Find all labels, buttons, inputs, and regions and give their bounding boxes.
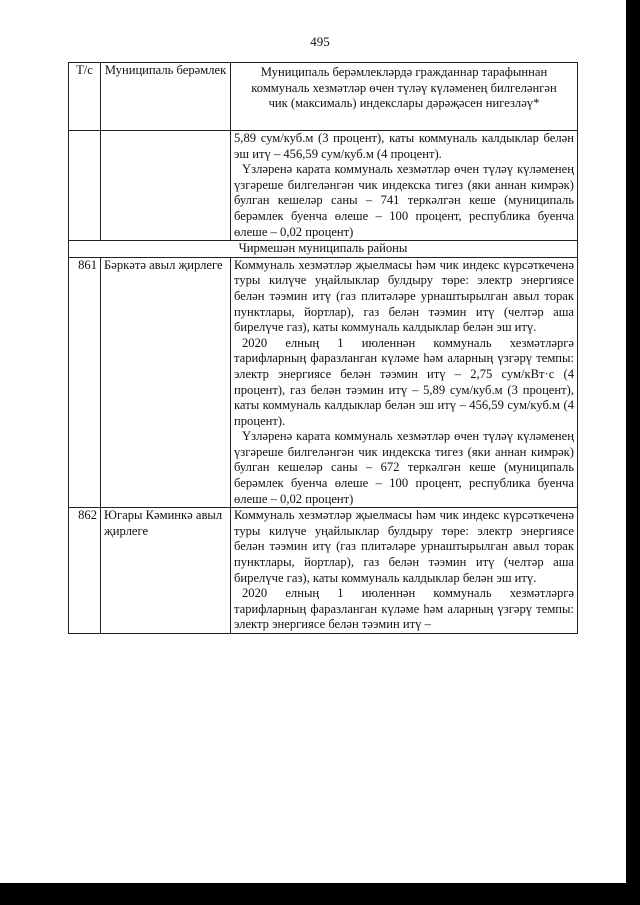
- header-municipality: Муниципаль берәмлек: [101, 63, 231, 131]
- continuation-number-cell: [69, 131, 101, 241]
- scan-edge-right: [626, 0, 640, 905]
- header-justification: Муниципаль берәмлекләрдә гражданнар тарафыннан коммуналь хезмәтләр өчен түләү күләменең билгеләнгән чик (максималь) индекслары дәрәҗәсен нигезләү*: [231, 63, 578, 131]
- row-paragraph: 2020 елның 1 июленнән коммуналь хезмәтләргә тарифларның фаразланган күләме һәм аларның үзгәрү темпы: электр энергиясе белән тәэмин итү – 2,75 сум/кВт·с (4 процент), газ белән тәэмин итү – 5,89 сум/куб.м (3 процент), каты коммуналь калдыклар белән эш итү – 456,59 сум/куб.м (4 процент).: [234, 335, 574, 428]
- continuation-paragraph: 5,89 сум/куб.м (3 процент), каты коммуналь калдыклар белән эш итү – 456,59 сум/куб.м (4 процент).: [234, 131, 574, 161]
- scan-edge-bottom: [0, 883, 640, 905]
- header-number: Т/с: [69, 63, 101, 131]
- section-title: Чирмешән муниципаль районы: [69, 241, 578, 258]
- continuation-paragraph: Үзләренә карата коммуналь хезмәтләр өчен түләү күләменең үзгәреше билгеләнгән чик индекска тигез (яки аннан кимрәк) булган кешеләр саны – 741 теркәлгән кеше (муниципаль берәмлек буенча өлеше – 100 процент, республика буенча өлеше – 0,02 процент): [234, 162, 574, 239]
- page-number: 495: [310, 34, 330, 49]
- section-row: [69, 241, 578, 258]
- continuation-text-cell: [231, 131, 578, 241]
- row-paragraph: Үзләренә карата коммуналь хезмәтләр өчен түләү күләменең үзгәреше билгеләнгән чик индекска тигез (яки аннан кимрәк) булган кешеләр саны – 672 теркәлгән кеше (муниципаль берәмлек буенча өлеше – 100 процент, республика буенча өлеше – 0,02 процент): [234, 429, 574, 506]
- row-paragraph: Коммуналь хезмәтләр җыелмасы һәм чик индекс күрсәткеченә туры килүче уңайлыклар булдыру төре: электр энергиясе белән тәэмин итү (газ плитәләре урнаштырылган авыл торак пунктлары, йортлар), газ белән тәэмин итү (челтәр аша бирелүче газ), каты коммуналь калдыклар белән эш итү.: [234, 508, 574, 585]
- row-paragraph: Коммуналь хезмәтләр җыелмасы һәм чик индекс күрсәткеченә туры килүче уңайлыклар булдыру төре: электр энергиясе белән тәэмин итү (газ плитәләре урнаштырылган авыл торак пунктлары, йортлар), газ белән тәэмин итү (челтәр аша бирелүче газ), каты коммуналь калдыклар белән эш итү.: [234, 257, 574, 335]
- row-number: 861: [69, 257, 101, 508]
- continuation-row: [69, 131, 578, 241]
- row-justification-text: [231, 508, 578, 634]
- row-justification-text: [231, 257, 578, 508]
- row-number: 862: [69, 508, 101, 634]
- row-paragraph: 2020 елның 1 июленнән коммуналь хезмәтләргә тарифларның фаразланган күләме һәм аларның үзгәрү темпы: электр энергиясе белән тәэмин итү –: [234, 586, 574, 632]
- tariff-table: [68, 62, 578, 634]
- table-row: [69, 508, 578, 634]
- table-row: [69, 257, 578, 508]
- table-header-row: [69, 63, 578, 131]
- continuation-name-cell: [101, 131, 231, 241]
- row-municipality-name: Югары Кәминкә авыл җирлеге: [101, 508, 231, 634]
- row-municipality-name: Бәркәтә авыл җирлеге: [101, 257, 231, 508]
